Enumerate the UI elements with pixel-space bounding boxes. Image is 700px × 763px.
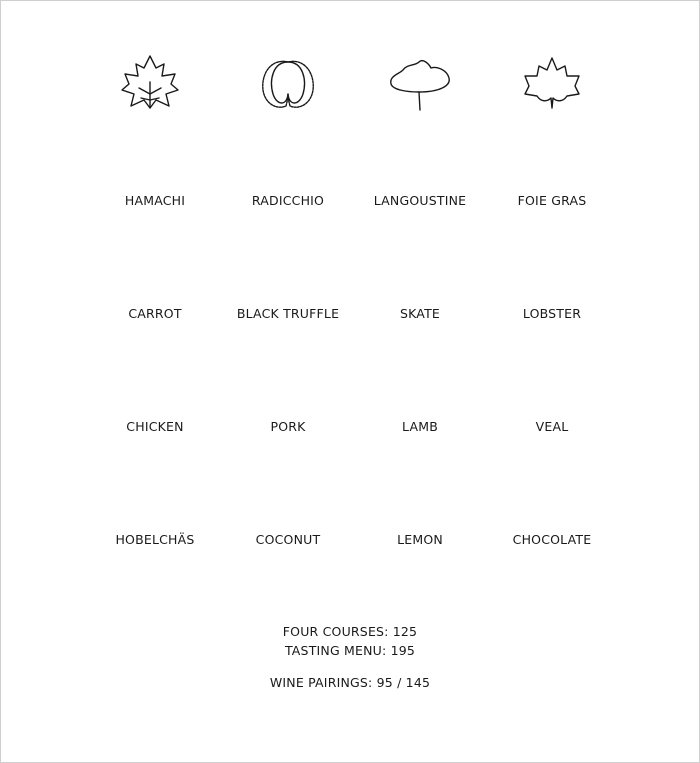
tasting-menu-price: TASTING MENU: 195 <box>284 643 416 658</box>
menu-item: PORK <box>270 419 306 434</box>
menu-item: SKATE <box>399 306 441 321</box>
maple-leaf-icon <box>115 52 185 114</box>
menu-item: RADICCHIO <box>251 193 325 208</box>
menu-item: HAMACHI <box>124 193 186 208</box>
vine-leaf-icon <box>517 52 587 114</box>
menu-item: FOIE GRAS <box>517 193 587 208</box>
menu-item: LEMON <box>397 532 443 547</box>
menu-item: COCONUT <box>255 532 321 547</box>
menu-item: CARROT <box>128 306 182 321</box>
menu-item: CHOCOLATE <box>512 532 592 547</box>
menu-item: VEAL <box>535 419 569 434</box>
four-courses-price: FOUR COURSES: 125 <box>282 624 418 639</box>
menu-item: HOBELCHÄS <box>115 532 195 547</box>
menu-item: BLACK TRUFFLE <box>236 306 340 321</box>
menu-item: LANGOUSTINE <box>373 193 467 208</box>
wine-pairings-price: WINE PAIRINGS: 95 / 145 <box>269 675 431 690</box>
menu-item: LAMB <box>402 419 438 434</box>
menu-item: LOBSTER <box>522 306 582 321</box>
scallop-leaf-icon <box>253 52 323 114</box>
ginkgo-leaf-icon <box>385 52 455 114</box>
menu-item: CHICKEN <box>126 419 184 434</box>
